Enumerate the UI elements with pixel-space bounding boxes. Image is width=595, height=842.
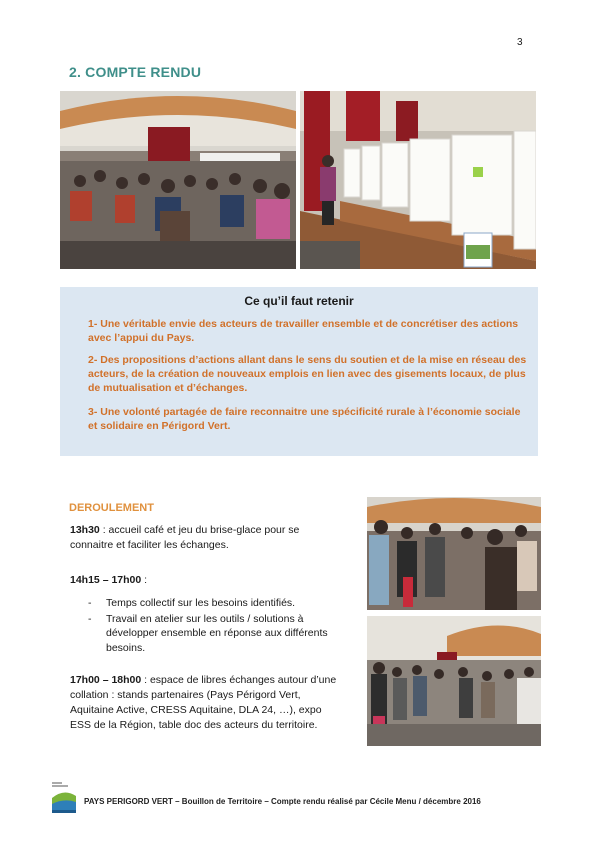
schedule-time: 14h15 – 17h00 [70,574,142,586]
key-takeaways-title: Ce qu’il faut retenir [244,294,354,308]
footer-text: PAYS PERIGORD VERT – Bouillon de Territoire – Compte rendu réalisé par Cécile Menu / décembre 2016 [84,797,481,806]
schedule-block-1 [70,523,345,553]
key-takeaway-item: 3- Une volonté partagée de faire reconnaitre une spécificité rurale à l’économie sociale et solidaire en Périgord Vert. [88,406,521,432]
schedule-text: : accueil café et jeu du brise-glace pour se connaitre et faciliter les échanges. [70,524,300,551]
photo-paper-boards [300,91,536,269]
photo-hall-gathering [367,616,541,746]
key-takeaway-item: 1- Une véritable envie des acteurs de travailler ensemble et de concrétiser des actions avec l’appui du Pays. [88,318,519,344]
schedule-bullet-list [88,596,346,656]
photo-meeting-audience [60,91,296,269]
key-takeaway-item: 2- Des propositions d’actions allant dans le sens du soutien et de la mise en réseau des acteurs, de la création de nouveaux emplois en lien avec des gisements locaux, de plus de mutualisation et d’échanges. [88,354,527,394]
pays-perigord-vert-logo-icon [50,780,78,814]
schedule-block-2 [70,573,345,588]
schedule-time: 13h30 [70,524,100,536]
section-title: 2. COMPTE RENDU [69,64,202,80]
list-item: - Travail en atelier sur les outils / solutions à développer ensemble en réponse aux différents besoins. [88,612,346,656]
page-number: 3 [517,37,523,48]
photo-standing-crowd [367,497,541,610]
schedule-time: 17h00 – 18h00 [70,674,142,686]
deroulement-title: DEROULEMENT [69,502,154,514]
schedule-text: : [141,574,148,586]
key-takeaways-box [60,287,538,456]
list-item: - Temps collectif sur les besoins identifiés. [88,596,346,611]
schedule-text: : espace de libres échanges autour d’une collation : stands partenaires (Pays Périgord Vert, Aquitaine Active, CRESS Aquitaine, DLA 24, …), expo ESS de la Région, table doc des acteurs du territoire. [70,674,337,731]
schedule-block-3 [70,673,340,733]
